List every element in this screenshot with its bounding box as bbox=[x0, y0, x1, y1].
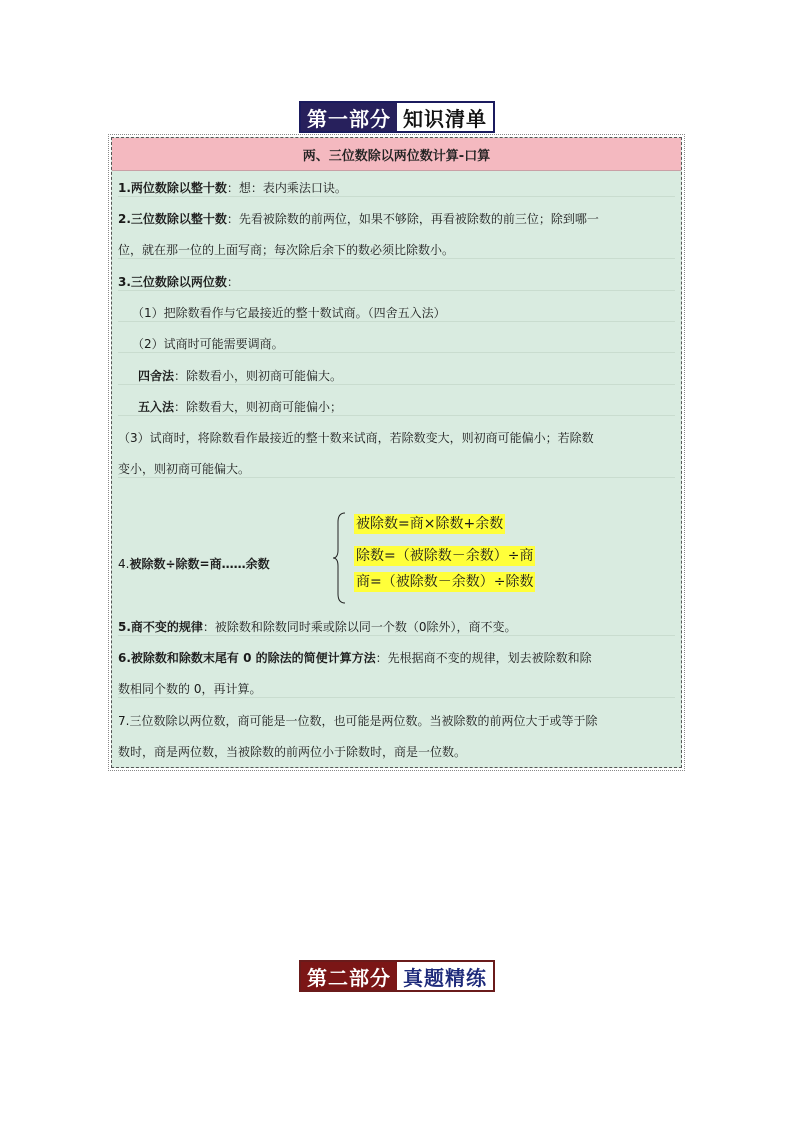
item-7-cont: 数时，商是两位数，当被除数的前两位小于除数时，商是一位数。 bbox=[118, 745, 467, 759]
part-two-number: 第二部分 bbox=[301, 962, 397, 990]
round-down-head: 四舍法 bbox=[138, 369, 175, 383]
item-1-body: ：想：表内乘法口诀。 bbox=[226, 181, 347, 195]
formula-divisor: 除数=（被除数－余数）÷商 bbox=[356, 548, 534, 564]
item-2 bbox=[118, 211, 675, 227]
round-down-body: ：除数看小，则初商可能偏大。 bbox=[174, 369, 343, 383]
item-5-head: 5.商不变的规律 bbox=[118, 620, 203, 634]
part-one-banner bbox=[299, 101, 495, 133]
item-3-round-up bbox=[118, 399, 675, 416]
item-4-prefix: 4. bbox=[118, 557, 130, 571]
item-1-head: 1.两位数除以整十数 bbox=[118, 181, 227, 195]
formula-dividend: 被除数=商×除数+余数 bbox=[356, 516, 504, 532]
card-title: 两、三位数除以两位数计算-口算 bbox=[112, 138, 681, 171]
item-3-3-cont: 变小，则初商可能偏大。 bbox=[118, 461, 675, 478]
formula-quotient: 商=（被除数－余数）÷除数 bbox=[356, 574, 534, 590]
item-2-cont: 位，就在那一位的上面写商；每次除后余下的数必须比除数小。 bbox=[118, 242, 675, 259]
item-1 bbox=[118, 180, 675, 197]
item-4-head: 被除数÷除数=商……余数 bbox=[129, 557, 270, 571]
part-one-number: 第一部分 bbox=[301, 103, 397, 131]
item-6-head: 6.被除数和除数末尾有 0 的除法的简便计算方法 bbox=[118, 651, 376, 665]
curly-brace-icon bbox=[332, 512, 346, 604]
item-2-body: ：先看被除数的前两位，如果不够除，再看被除数的前三位；除到哪一 bbox=[226, 212, 599, 226]
item-7: 7.三位数除以两位数，商可能是一位数，也可能是两位数。当被除数的前两位大于或等于除 bbox=[118, 714, 598, 728]
item-4-label bbox=[118, 555, 270, 572]
part-two-title: 真题精练 bbox=[397, 962, 493, 990]
item-5-body: ：被除数和除数同时乘或除以同一个数（0除外），商不变。 bbox=[202, 620, 517, 634]
item-3-body: ： bbox=[226, 275, 239, 289]
item-3-2: （2）试商时可能需要调商。 bbox=[118, 336, 675, 353]
part-two-banner bbox=[299, 960, 495, 992]
item-6 bbox=[118, 650, 675, 666]
part-one-title: 知识清单 bbox=[397, 103, 493, 131]
item-3-3: （3）试商时，将除数看作最接近的整十数来试商，若除数变大，则初商可能偏小；若除数 bbox=[118, 431, 594, 445]
item-3-head: 3.三位数除以两位数 bbox=[118, 275, 227, 289]
item-6-body: ：先根据商不变的规律，划去被除数和除 bbox=[375, 651, 592, 665]
item-3-1: （1）把除数看作与它最接近的整十数试商。（四舍五入法） bbox=[118, 305, 675, 322]
item-4 bbox=[118, 508, 675, 608]
item-3-round-down bbox=[118, 368, 675, 385]
item-6-cont: 数相同个数的 0，再计算。 bbox=[118, 681, 675, 698]
item-2-head: 2.三位数除以整十数 bbox=[118, 212, 227, 226]
knowledge-card bbox=[111, 137, 682, 768]
round-up-body: ：除数看大，则初商可能偏小； bbox=[174, 400, 343, 414]
round-up-head: 五入法 bbox=[138, 400, 175, 414]
item-3 bbox=[118, 274, 675, 291]
item-5 bbox=[118, 619, 675, 636]
